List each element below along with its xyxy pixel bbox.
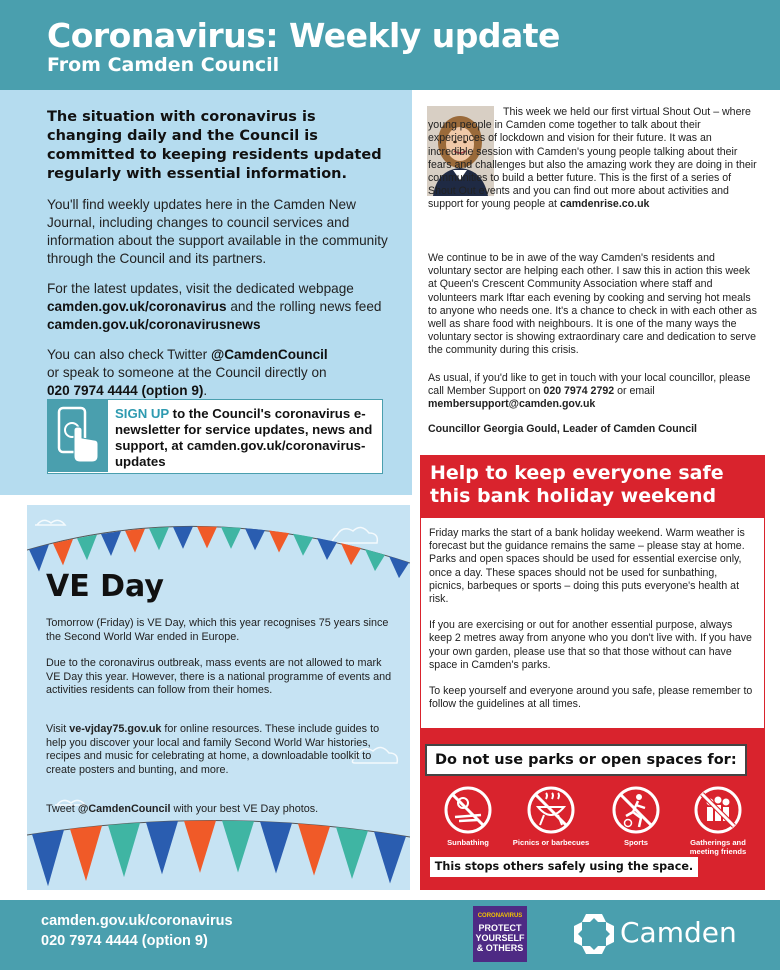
intro-text: or speak to someone at the Council directly on xyxy=(47,365,327,380)
barbecue-icon xyxy=(511,785,591,847)
safety-title: Help to keep everyone safe this bank holiday weekend xyxy=(430,462,724,507)
header-banner xyxy=(0,0,780,90)
bunting-flag xyxy=(101,531,121,556)
icon-label: Gatherings and meeting friends xyxy=(689,838,747,856)
intro-text: . xyxy=(203,383,208,398)
gathering-icon xyxy=(678,785,758,856)
camdenrise-link[interactable]: camdenrise.co.uk xyxy=(559,198,650,211)
intro-paragraph-3 xyxy=(47,346,392,400)
intro-panel xyxy=(0,90,412,495)
bunting-flag xyxy=(70,826,102,881)
icon-label: Sports xyxy=(623,838,649,847)
letter-paragraph-2: We continue to be in awe of the way Camden's residents and voluntary sector are helping each other. I saw this in action this week at Queen's Crescent Community Association where staff and volunteers mark Iftar each evening by cooking and serving hot meals to anyone who needs one. It's a chance to check in with each other as well as share food with neighbours. It is one of the many ways the voluntary sector is showing extraordinary care and dedication to serve the community during this crisis. xyxy=(428,252,757,357)
intro-text: For the latest updates, visit the dedicated webpage xyxy=(47,281,354,296)
signup-box[interactable] xyxy=(47,399,383,474)
safety-text-box xyxy=(420,517,765,729)
bunting-flag xyxy=(374,832,406,884)
intro-text: You can also check Twitter xyxy=(47,347,208,362)
footer-link[interactable]: camden.gov.uk/coronavirus xyxy=(41,913,233,929)
bunting-flag xyxy=(77,535,97,561)
camden-logo-icon xyxy=(572,912,616,956)
coronavirus-link[interactable]: camden.gov.uk/coronavirus xyxy=(47,299,227,314)
sports-icon xyxy=(596,785,676,847)
bunting-flag xyxy=(293,534,313,556)
camden-logo xyxy=(572,910,742,958)
ve-text: with your best VE Day photos. xyxy=(173,803,319,815)
member-support-email[interactable]: membersupport@camden.gov.uk xyxy=(428,398,596,411)
coronavirus-news-link[interactable]: camden.gov.uk/coronavirusnews xyxy=(47,317,261,332)
bunting-flag xyxy=(317,538,337,560)
bunting-flag xyxy=(125,529,145,553)
bunting-flag xyxy=(336,827,368,879)
safety-panel xyxy=(420,455,765,890)
safety-paragraph-2: If you are exercising or out for another essential purpose, always keep 2 metres away from anyone who you don't live with. If you have your own garden, please use that so that those without can have space in Camden's parks. xyxy=(429,619,752,671)
bunting-flag xyxy=(341,543,361,565)
intro-lead: The situation with coronavirus is changing daily and the Council is committed to keeping residents updated regularly with essential information. xyxy=(47,109,382,182)
badge-main: PROTECT YOURSELF & OTHERS xyxy=(475,923,525,953)
letter-text: This week we held our first virtual Shout Out – where young people in Camden come together to talk about their experiences of lockdown and vision for their future. It was an incredible session with Camden's young people talking about their fears and challenges but also the amazing work they are doing in their communities to build a better future. This is the first of a series of Shout Out events and you can find out more about activities and support for young people at xyxy=(428,106,757,211)
ve-paragraph-3 xyxy=(46,723,396,777)
safety-paragraph-3: To keep yourself and everyone around you safe, please remember to follow the guidelines at all times. xyxy=(429,685,753,711)
ve-paragraph-4 xyxy=(46,803,396,817)
bunting-flag xyxy=(365,549,385,571)
bunting-flag xyxy=(146,821,178,874)
letter-text: or email xyxy=(617,385,655,398)
bunting-flag xyxy=(298,824,330,876)
bunting-flag xyxy=(108,823,140,877)
signup-link[interactable]: camden.gov.uk/coronavirus-updates xyxy=(115,438,366,469)
intro-paragraph-2 xyxy=(47,280,392,334)
ve-twitter-handle[interactable]: @CamdenCouncil xyxy=(77,803,171,815)
bunting-flag xyxy=(260,821,292,873)
bunting-flag xyxy=(32,830,64,886)
council-phone: 020 7974 4444 (option 9) xyxy=(47,383,204,398)
ve-text: Visit xyxy=(46,723,67,735)
parks-notice: Do not use parks or open spaces for: xyxy=(425,744,747,776)
intro-text: and the rolling news feed xyxy=(230,299,382,314)
letter-paragraph-3 xyxy=(428,372,760,412)
icon-label: Sunbathing xyxy=(447,838,489,847)
letter-signature: Councillor Georgia Gould, Leader of Camden Council xyxy=(428,423,697,435)
bunting-flag xyxy=(221,527,241,549)
member-support-phone: 020 7974 2792 xyxy=(543,385,615,398)
badge-top: CORONAVIRUS xyxy=(477,913,523,919)
bunting-flag xyxy=(173,526,193,548)
letter-text: As usual, if you'd like to get in touch with your local councillor, please call Member Support on xyxy=(428,372,751,398)
bunting-flag xyxy=(389,556,409,578)
bunting-flag xyxy=(269,531,289,553)
safety-paragraph-1: Friday marks the start of a bank holiday weekend. Warm weather is forecast but the guidance remains the same – please stay at home. Parks and open spaces should be used for essential exercise only, once a day. These spaces should not be used for sunbathing, picnics, barbeques or sports – doing this puts everyone's health at risk. xyxy=(429,527,745,606)
letter-paragraph-1 xyxy=(428,106,760,212)
camden-wordmark: Camden xyxy=(620,916,737,949)
bunting-flag xyxy=(222,821,254,873)
activity-icons xyxy=(420,785,765,865)
bunting-flag xyxy=(184,820,216,872)
ve-paragraph-2: Due to the coronavirus outbreak, mass events are not allowed to mark VE Day this year. However, there is a national programme of events and activities residents can follow from their homes. xyxy=(46,657,392,697)
ve-day-panel xyxy=(27,505,410,890)
sunbathing-icon xyxy=(428,785,508,847)
phone-tap-icon xyxy=(48,400,108,472)
ve-day-title: VE Day xyxy=(46,569,164,604)
bunting-flag xyxy=(197,526,217,548)
icon-label: Picnics or barbecues xyxy=(512,838,590,847)
bunting-flag xyxy=(53,539,73,565)
ve-text: for online resources. These include guides to help you discover your local and family Second World War histories, recipes and music for celebrating at home, a downloadable toolkit to create posters and bunting, and more. xyxy=(46,723,380,776)
stop-message: This stops others safely using the space. xyxy=(430,857,698,877)
protect-yourself-badge xyxy=(473,906,527,962)
page-subtitle: From Camden Council xyxy=(47,54,280,76)
ve-paragraph-1: Tomorrow (Friday) is VE Day, which this year recognises 75 years since the Second World War ended in Europe. xyxy=(46,617,389,643)
footer-phone: 020 7974 4444 (option 9) xyxy=(41,933,208,949)
bunting-flag xyxy=(149,527,169,550)
signup-body: to the Council's coronavirus e-newsletter for service updates, news and support, at xyxy=(115,406,373,453)
intro-paragraph-1: You'll find weekly updates here in the Camden New Journal, including changes to council services and information about the support available in the community through the Council and its partners. xyxy=(47,197,388,266)
ve-text: Tweet xyxy=(46,803,75,815)
twitter-handle[interactable]: @CamdenCouncil xyxy=(210,347,328,362)
signup-label[interactable]: SIGN UP xyxy=(115,406,169,421)
page-title: Coronavirus: Weekly update xyxy=(47,16,560,55)
ve-vjday-link[interactable]: ve-vjday75.gov.uk xyxy=(69,723,162,735)
bunting-flag xyxy=(245,528,265,550)
signup-text xyxy=(115,406,380,470)
